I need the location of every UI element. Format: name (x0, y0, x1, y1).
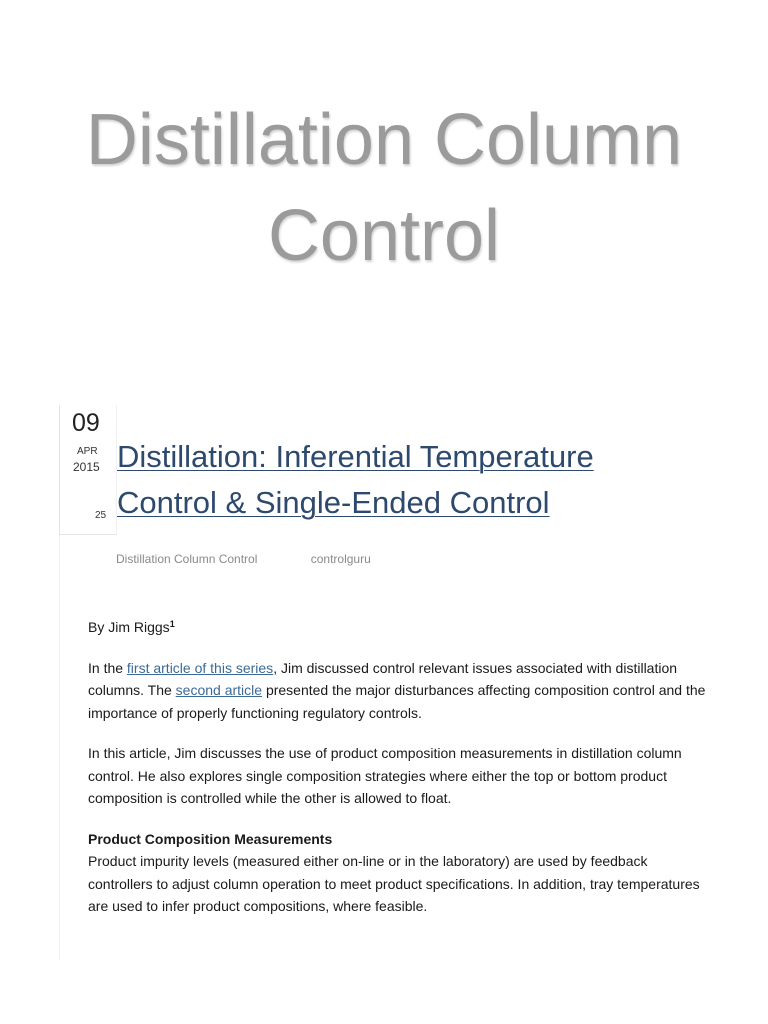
post-title-link[interactable] (117, 439, 594, 520)
post-category-link[interactable]: Distillation Column Control (116, 552, 258, 566)
section-product-composition (88, 828, 708, 918)
section-heading: Product Composition Measurements (88, 830, 333, 847)
second-article-link[interactable]: second article (175, 682, 263, 698)
first-article-link[interactable]: first article of this series (126, 659, 274, 676)
byline-text: By Jim Riggs (88, 619, 170, 635)
paragraph-intro (88, 657, 708, 725)
content-divider (59, 535, 60, 960)
byline-footnote: 1 (169, 619, 175, 629)
paragraph-text: In the (88, 659, 127, 676)
byline (88, 616, 708, 639)
post-title-line2: Control & Single-Ended Control (117, 485, 550, 520)
site-title[interactable] (0, 92, 768, 284)
paragraph-text: , Jim discussed control relevant issues associated with distillation columns. The (88, 659, 678, 698)
paragraph-text: presented the major disturbances affecting composition control and the importance of properly functioning regulatory controls. (88, 682, 706, 721)
paragraph-article-summary: In this article, Jim discusses the use of product composition measurements in distillation column control. He also explores single composition strategies where either the top or bottom product composition is controlled while the other is allowed to float. (88, 745, 682, 806)
post-date-badge (59, 405, 117, 535)
date-month: APR (77, 446, 98, 457)
date-day: 09 (72, 409, 100, 437)
comment-count[interactable]: 25 (95, 510, 107, 521)
section-body: Product impurity levels (measured either on-line or in the laboratory) are used by feedback controllers to adjust column operation to meet product specifications. In addition, tray temperatures are used to infer product compositions, where feasible. (88, 853, 700, 914)
post-body (88, 616, 708, 936)
post-author-link[interactable]: controlguru (310, 552, 371, 566)
post-title-line1: Distillation: Inferential Temperature (117, 439, 594, 474)
site-title-line2: Control (267, 196, 501, 276)
date-year: 2015 (73, 460, 100, 474)
post-meta (116, 552, 371, 566)
site-title-line1: Distillation Column (85, 100, 683, 180)
post-title (117, 434, 737, 526)
